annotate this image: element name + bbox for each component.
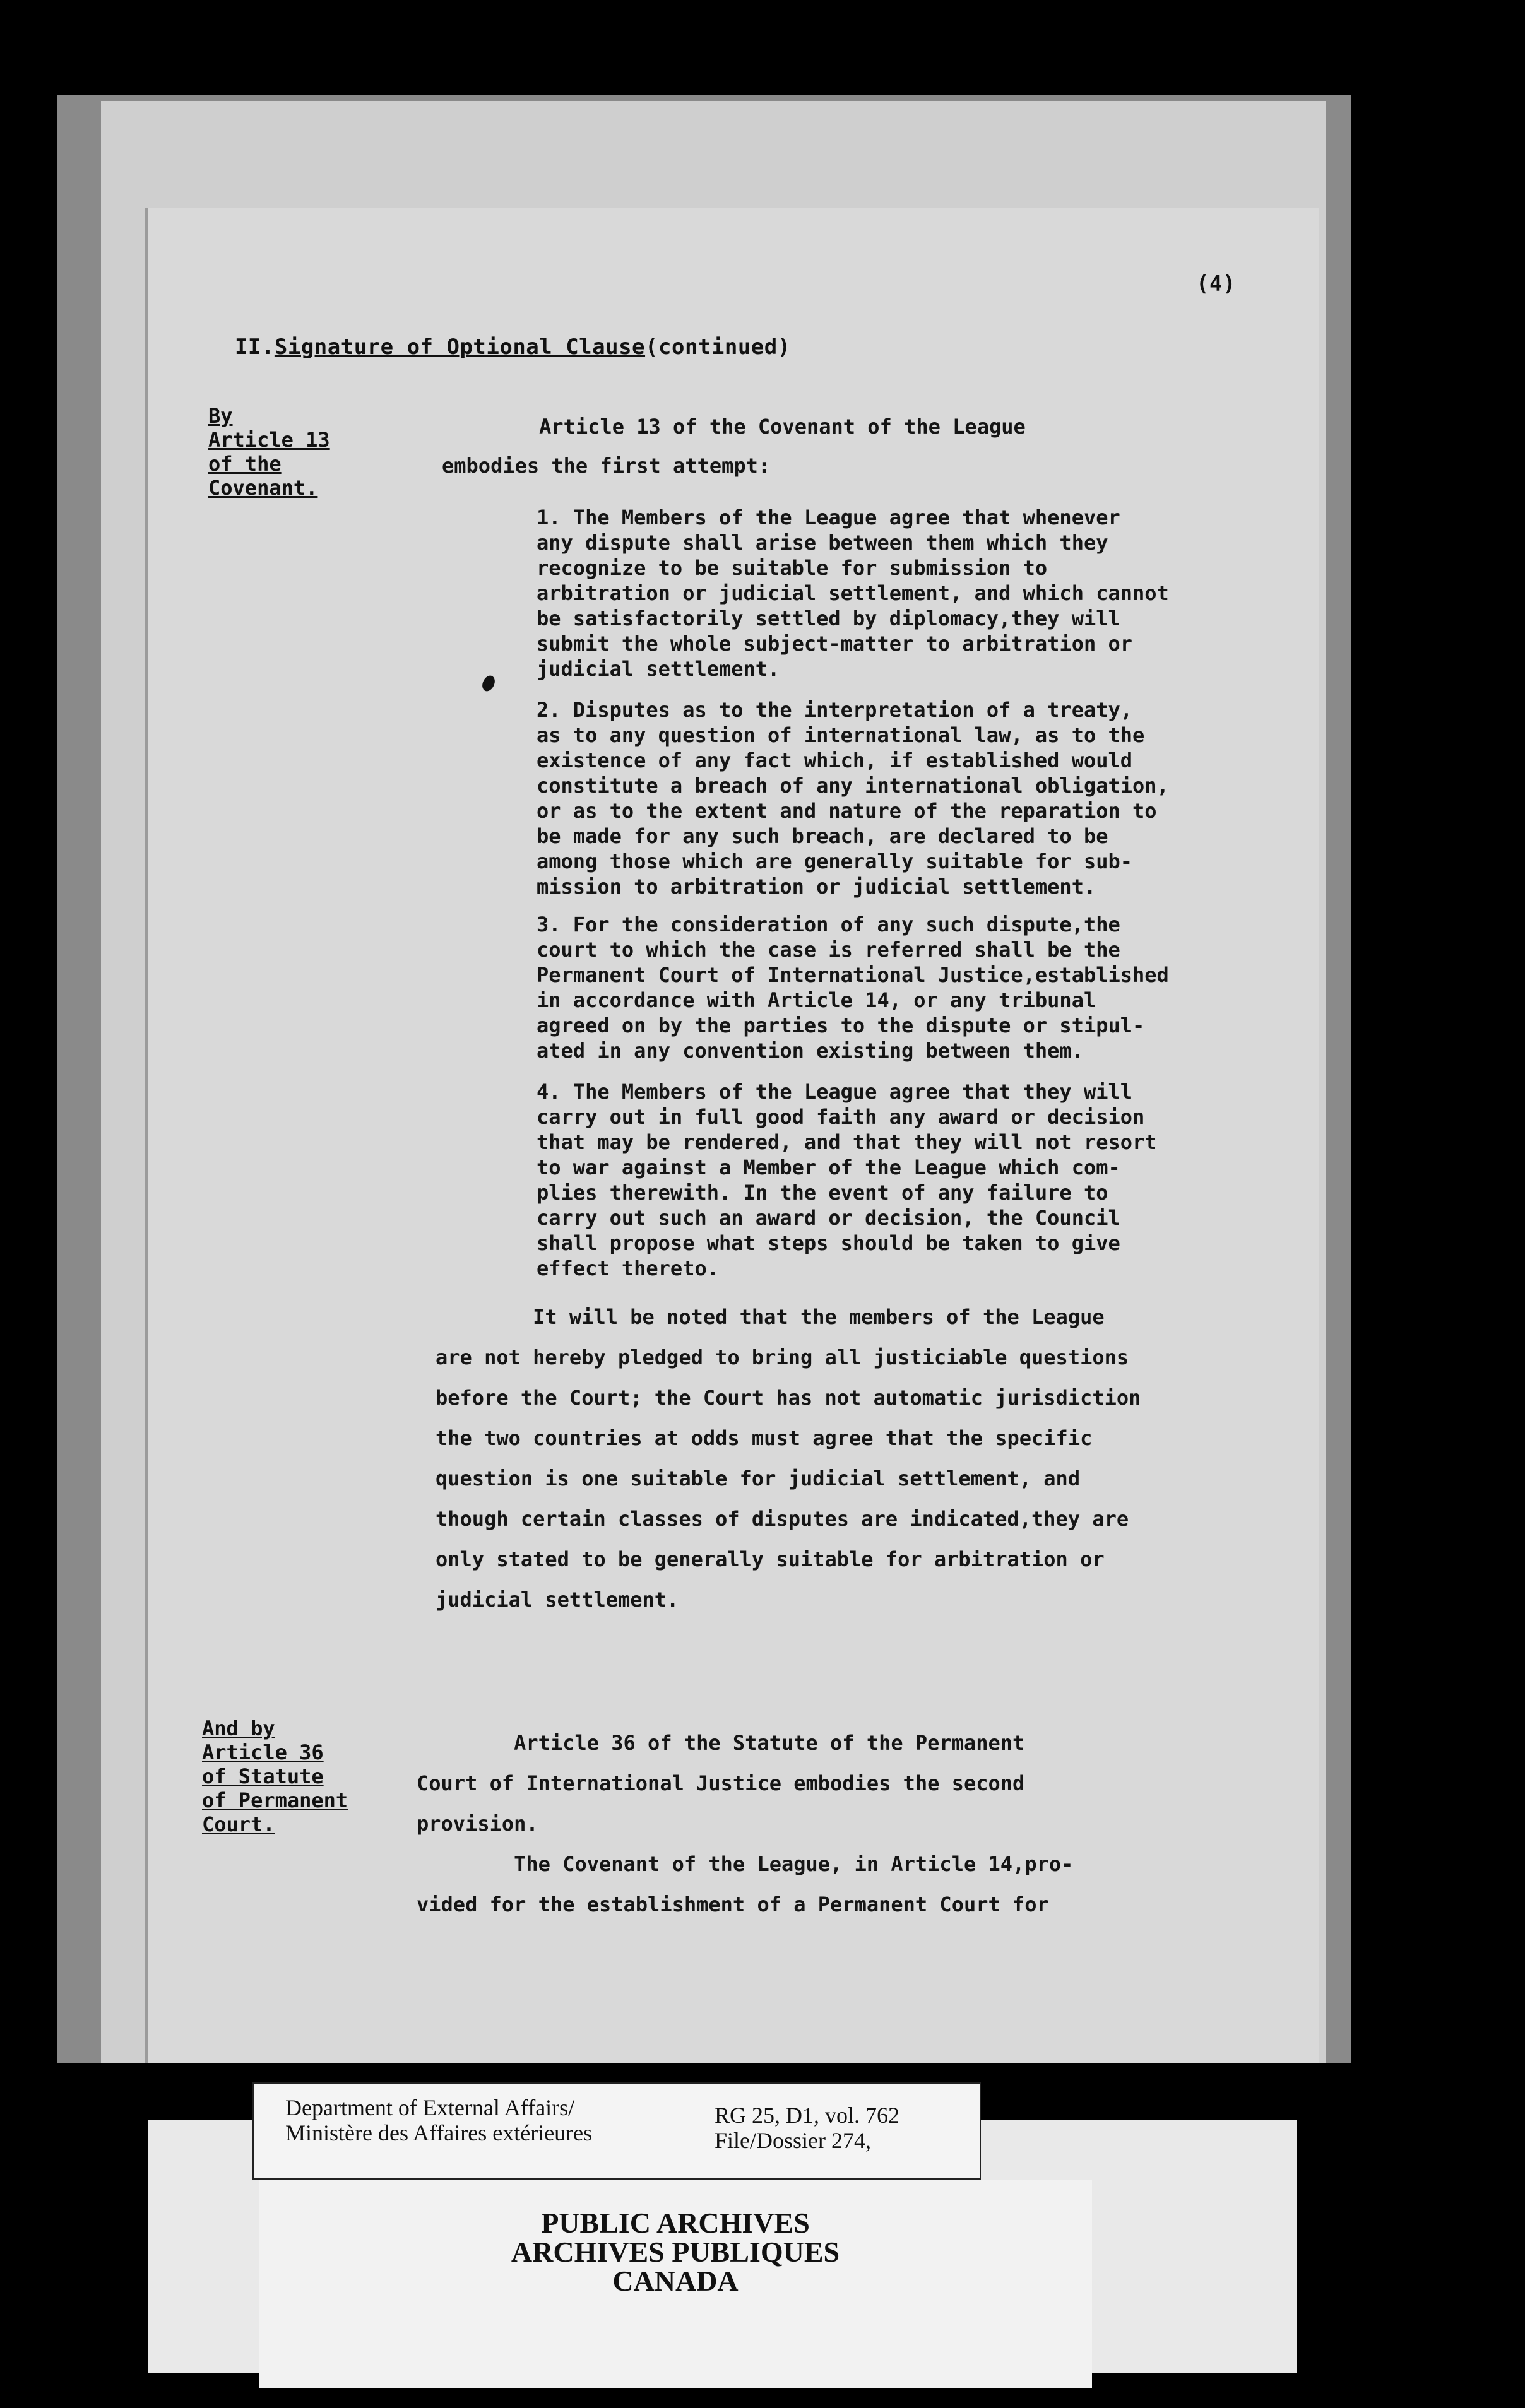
stamp-line: PUBLIC ARCHIVES bbox=[541, 2207, 810, 2239]
section-number: II. bbox=[234, 334, 275, 360]
text-line: the two countries at odds must agree that the specific bbox=[436, 1426, 1093, 1450]
text-line: before the Court; the Court has not automatic jurisdiction bbox=[436, 1386, 1141, 1410]
margin-note-article-13 bbox=[208, 404, 330, 500]
text-line: judicial settlement. bbox=[436, 1588, 679, 1612]
text-line: Court of International Justice embodies the second bbox=[417, 1771, 1025, 1795]
text-line: 2. Disputes as to the interpretation of a treaty, bbox=[537, 698, 1133, 722]
text-line: court to which the case is referred shall be the bbox=[537, 938, 1120, 962]
file-reference bbox=[715, 2103, 899, 2153]
text-line: are not hereby pledged to bring all justiciable questions bbox=[436, 1345, 1129, 1369]
text-line: embodies the first attempt: bbox=[442, 454, 771, 478]
archive-reference-label bbox=[252, 2082, 981, 2180]
label-line: File/Dossier 274, bbox=[715, 2128, 871, 2153]
text-line: question is one suitable for judicial settlement, and bbox=[436, 1467, 1081, 1490]
text-line: be made for any such breach, are declared to be bbox=[537, 824, 1108, 848]
text-line: Article 36 of the Statute of the Permanent bbox=[417, 1731, 1025, 1755]
department-name bbox=[285, 2095, 592, 2145]
margin-note-line: And by bbox=[202, 1716, 275, 1740]
text-line: in accordance with Article 14, or any tribunal bbox=[537, 988, 1096, 1012]
label-line: Ministère des Affaires extérieures bbox=[285, 2120, 593, 2145]
margin-note-line: Article 36 bbox=[202, 1740, 324, 1764]
text-line: as to any question of international law, as to the bbox=[537, 723, 1145, 747]
text-line: 4. The Members of the League agree that they will bbox=[537, 1080, 1133, 1104]
text-line: be satisfactorily settled by diplomacy,they will bbox=[537, 606, 1120, 630]
text-line: to war against a Member of the League which com- bbox=[537, 1155, 1120, 1179]
page-number: (4) bbox=[1196, 271, 1236, 297]
commentary-paragraph bbox=[436, 1297, 1141, 1620]
quoted-clause-1 bbox=[537, 505, 1169, 682]
archive-stamp bbox=[259, 2209, 1092, 2296]
text-line: plies therewith. In the event of any failure to bbox=[537, 1181, 1108, 1205]
stamp-line: ARCHIVES PUBLIQUES bbox=[511, 2236, 840, 2268]
section-suffix: (continued) bbox=[645, 334, 791, 360]
text-line: or as to the extent and nature of the reparation to bbox=[537, 799, 1157, 823]
label-line: Department of External Affairs/ bbox=[285, 2095, 575, 2120]
text-line: 1. The Members of the League agree that whenever bbox=[537, 505, 1120, 529]
margin-note-line: Covenant. bbox=[208, 476, 318, 500]
text-line: effect thereto. bbox=[537, 1256, 719, 1280]
text-line: judicial settlement. bbox=[537, 657, 780, 681]
margin-note-line: Court. bbox=[202, 1812, 275, 1836]
margin-note-line: Article 13 bbox=[208, 428, 330, 452]
text-line: 3. For the consideration of any such dispute,the bbox=[537, 912, 1120, 936]
statute-paragraph bbox=[417, 1723, 1073, 1925]
intro-paragraph bbox=[442, 407, 1026, 485]
text-line: only stated to be generally suitable for arbitration or bbox=[436, 1547, 1105, 1571]
quoted-clause-4 bbox=[537, 1079, 1157, 1281]
text-line: ated in any convention existing between them. bbox=[537, 1039, 1084, 1063]
text-line: among those which are generally suitable for sub- bbox=[537, 849, 1133, 873]
text-line: provision. bbox=[417, 1812, 538, 1836]
label-line: RG 25, D1, vol. 762 bbox=[715, 2103, 900, 2128]
text-line: existence of any fact which, if established would bbox=[537, 748, 1133, 772]
text-line: Permanent Court of International Justice,established bbox=[537, 963, 1169, 987]
stamp-line: CANADA bbox=[612, 2265, 739, 2297]
margin-note-article-36 bbox=[202, 1716, 348, 1836]
text-line: agreed on by the parties to the dispute or stipul- bbox=[537, 1013, 1145, 1037]
margin-note-line: of the bbox=[208, 452, 282, 476]
section-heading bbox=[208, 309, 791, 360]
text-line: shall propose what steps should be taken to give bbox=[537, 1231, 1120, 1255]
text-line: The Covenant of the League, in Article 14,pro- bbox=[417, 1852, 1074, 1876]
text-line: recognize to be suitable for submission to bbox=[537, 556, 1048, 580]
text-line: carry out such an award or decision, the Council bbox=[537, 1206, 1120, 1230]
quoted-clause-3 bbox=[537, 912, 1169, 1063]
quoted-clause-2 bbox=[537, 697, 1169, 899]
text-line: carry out in full good faith any award or decision bbox=[537, 1105, 1145, 1129]
text-line: vided for the establishment of a Permanent Court for bbox=[417, 1892, 1049, 1916]
text-line: mission to arbitration or judicial settlement. bbox=[537, 875, 1096, 899]
text-line: It will be noted that the members of the League bbox=[436, 1305, 1105, 1329]
text-line: any dispute shall arise between them which they bbox=[537, 531, 1108, 555]
text-line: Article 13 of the Covenant of the League bbox=[442, 415, 1026, 439]
margin-note-line: of Permanent bbox=[202, 1788, 348, 1812]
text-line: arbitration or judicial settlement, and which cannot bbox=[537, 581, 1169, 605]
margin-note-line: of Statute bbox=[202, 1764, 324, 1788]
text-line: though certain classes of disputes are indicated,they are bbox=[436, 1507, 1129, 1531]
text-line: that may be rendered, and that they will not resort bbox=[537, 1130, 1157, 1154]
text-line: constitute a breach of any international obligation, bbox=[537, 774, 1169, 798]
margin-note-line: By bbox=[208, 404, 233, 428]
section-title: Signature of Optional Clause bbox=[274, 334, 646, 360]
text-line: submit the whole subject-matter to arbitration or bbox=[537, 632, 1133, 656]
